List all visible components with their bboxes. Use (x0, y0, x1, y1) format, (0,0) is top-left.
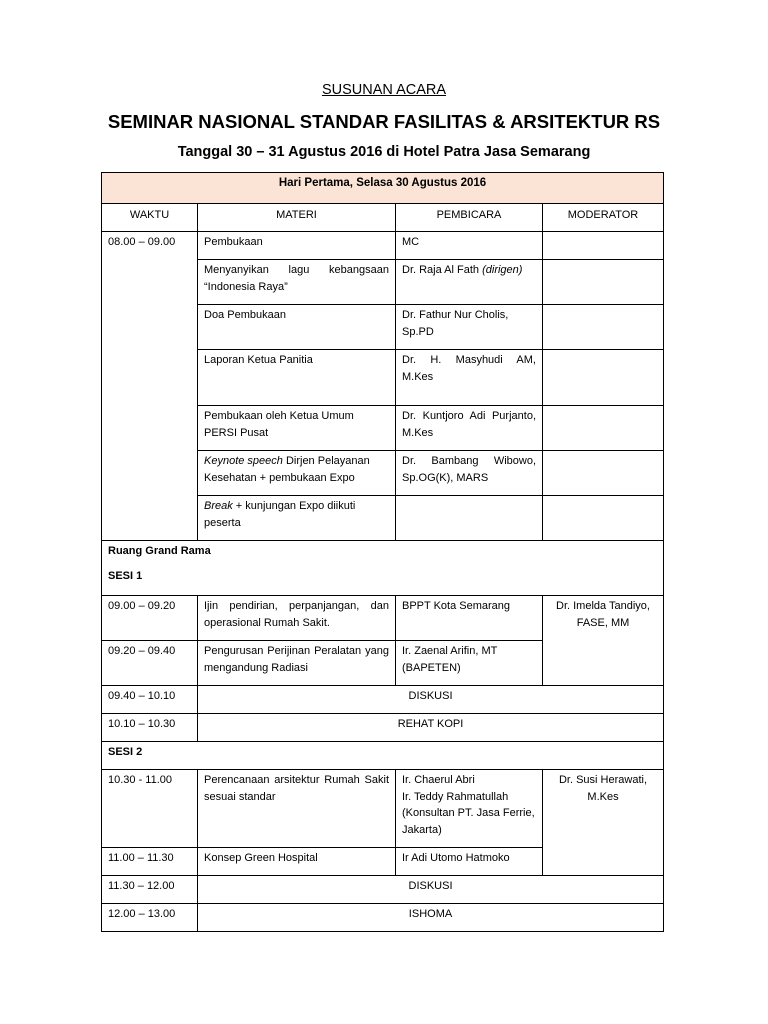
break-label: REHAT KOPI (198, 714, 664, 742)
pembicara-name: Ir. Chaerul Abri (402, 774, 475, 786)
column-header-pembicara: PEMBICARA (396, 204, 543, 232)
materi-emphasis: Break (204, 500, 233, 512)
document-title: SEMINAR NASIONAL STANDAR FASILITAS & ARSITEKTUR RS (107, 111, 661, 132)
table-row (102, 770, 664, 848)
pembicara-cell (396, 496, 543, 541)
room-session-label (102, 541, 664, 596)
moderator-cell (543, 232, 664, 260)
pembicara-cell: Ir. Zaenal Arifin, MT (BAPETEN) (396, 641, 543, 686)
materi-cell: Pengurusan Perijinan Peralatan yang mengandung Radiasi (198, 641, 396, 686)
column-header-row (102, 204, 664, 232)
day-label: Hari Pertama, Selasa 30 Agustus 2016 (102, 173, 664, 204)
materi-cell: Laporan Ketua Panitia (198, 350, 396, 406)
pembicara-cell: Dr. H. Masyhudi AM, M.Kes (396, 350, 543, 406)
pembicara-cell: Dr. Fathur Nur Cholis, Sp.PD (396, 305, 543, 350)
moderator-cell (543, 406, 664, 451)
materi-cell: Menyanyikan lagu kebangsaan “Indonesia Raya” (198, 260, 396, 305)
table-row (102, 876, 664, 904)
session2-label-cell (102, 742, 664, 770)
section-label-row (102, 742, 664, 770)
materi-text: Dirjen Pelayanan Kesehatan + pembukaan Expo (204, 455, 370, 484)
room-label: Ruang Grand Rama (108, 545, 211, 557)
pembicara-cell: Dr. Kuntjoro Adi Purjanto, M.Kes (396, 406, 543, 451)
pembicara-name: Dr. Raja Al Fath (402, 264, 483, 276)
materi-emphasis: Keynote speech (204, 455, 283, 467)
table-row (102, 904, 664, 932)
event-date-line: Tanggal 30 – 31 Agustus 2016 di Hotel Patra Jasa Semarang (177, 144, 591, 160)
time-cell: 09.40 – 10.10 (102, 686, 198, 714)
moderator-cell (543, 305, 664, 350)
time-cell: 09.20 – 09.40 (102, 641, 198, 686)
time-cell: 12.00 – 13.00 (102, 904, 198, 932)
diskusi-label: DISKUSI (198, 686, 664, 714)
materi-cell: Pembukaan oleh Ketua Umum PERSI Pusat (198, 406, 396, 451)
pembicara-role: (dirigen) (482, 264, 523, 276)
moderator-cell (543, 260, 664, 305)
opening-time: 08.00 – 09.00 (102, 232, 198, 541)
session1-label: SESI 1 (108, 569, 143, 582)
table-row (102, 232, 664, 260)
moderator-cell (543, 350, 664, 406)
session2-moderator: Dr. Susi Herawati, M.Kes (543, 770, 664, 876)
pembicara-cell: MC (396, 232, 543, 260)
diskusi-label: DISKUSI (198, 876, 664, 904)
document-subtitle: SUSUNAN ACARA (321, 82, 447, 98)
materi-text: + kunjungan Expo diikuti peserta (204, 500, 356, 529)
column-header-materi: MATERI (198, 204, 396, 232)
pembicara-cell: Dr. Bambang Wibowo, Sp.OG(K), MARS (396, 451, 543, 496)
column-header-moderator: MODERATOR (543, 204, 664, 232)
day-header-row (102, 173, 664, 204)
materi-cell: Doa Pembukaan (198, 305, 396, 350)
moderator-cell (543, 496, 664, 541)
time-cell: 09.00 – 09.20 (102, 596, 198, 641)
materi-cell: Perencanaan arsitektur Rumah Sakit sesuai standar (198, 770, 396, 848)
pembicara-cell: Ir Adi Utomo Hatmoko (396, 848, 543, 876)
materi-cell: Pembukaan (198, 232, 396, 260)
pembicara-name: Ir. Teddy Rahmatullah (402, 790, 509, 803)
pembicara-cell: BPPT Kota Semarang (396, 596, 543, 641)
pembicara-cell (396, 770, 543, 848)
table-row (102, 686, 664, 714)
table-row (102, 596, 664, 641)
time-cell: 11.30 – 12.00 (102, 876, 198, 904)
table-row (102, 714, 664, 742)
ishoma-label: ISHOMA (198, 904, 664, 932)
time-cell: 10.10 – 10.30 (102, 714, 198, 742)
pembicara-affiliation: (Konsultan PT. Jasa Ferrie, Jakarta) (402, 807, 535, 836)
session2-label: SESI 2 (108, 746, 143, 758)
section-label-row (102, 541, 664, 596)
column-header-waktu: WAKTU (102, 204, 198, 232)
time-cell: 11.00 – 11.30 (102, 848, 198, 876)
moderator-cell (543, 451, 664, 496)
materi-cell: Konsep Green Hospital (198, 848, 396, 876)
schedule-table (101, 172, 664, 932)
time-cell: 10.30 - 11.00 (102, 770, 198, 848)
materi-cell (198, 496, 396, 541)
session1-moderator: Dr. Imelda Tandiyo, FASE, MM (543, 596, 664, 686)
materi-cell: Ijin pendirian, perpanjangan, dan operasional Rumah Sakit. (198, 596, 396, 641)
pembicara-cell (396, 260, 543, 305)
materi-cell (198, 451, 396, 496)
